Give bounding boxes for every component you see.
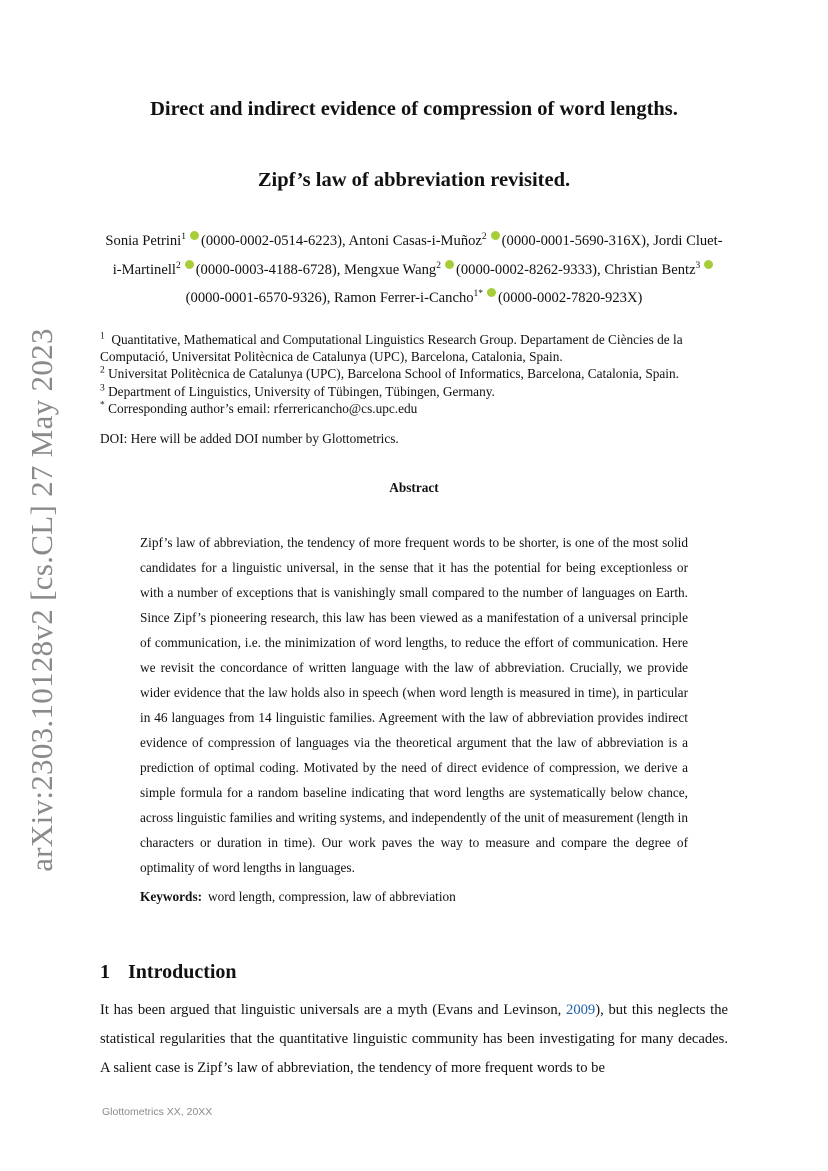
author-name: Antoni Casas-i-Muñoz [348, 233, 482, 249]
author-orcid: (0000-0002-0514-6223) [200, 233, 343, 249]
author-name: Jordi Cluet-i-Martinell [112, 233, 723, 278]
author-affiliation-mark: 2 [481, 232, 487, 243]
author [334, 290, 642, 306]
abstract-body: Zipf’s law of abbreviation, the tendency of more frequent words to be shorter, is one of the most solid candidates for a linguistic universal, in the sense that it has the potential for being exceptionless or with a number of exceptions that is vanishingly small compared to the number of languages on Earth. Since Zipf’s pioneering research, this law has been viewed as a manifestation of a universal principle of communication, i.e. the minimization of word lengths, to reduce the effort of communication. Here we revisit the concordance of written language with the law of abbreviation. Crucially, we provide wider evidence that the law holds also in speech (when word length is measured in time), in particular in 46 languages from 14 linguistic families. Agreement with the law of abbreviation provides indirect evidence of compression of languages via the theoretical argument that the law of abbreviation is a prediction of optimal coding. Motivated by the need of direct evidence of compression, we derive a simple formula for a random baseline indicating that word lengths are systematically below chance, across linguistic families and writing systems, and independently of the unit of measurement (length in characters or duration in time). Our work paves the way to measure and compare the degree of optimality of word lengths in languages. [140, 535, 688, 875]
author-separator: , [336, 261, 345, 278]
section-number: 1 [100, 961, 110, 983]
author-separator: , [326, 290, 335, 306]
author [344, 262, 604, 278]
author-orcid: (0000-0001-6570-9326) [185, 290, 327, 306]
orcid-icon[interactable] [487, 288, 496, 297]
author-name: Christian Bentz [604, 261, 696, 278]
journal-footer: Glottometrics XX, 20XX [102, 1106, 213, 1118]
author-affiliation-mark: 2 [436, 260, 441, 271]
orcid-icon[interactable] [185, 260, 194, 269]
intro-paragraph [100, 996, 728, 1083]
intro-text-start: It has been argued that linguistic universals are a myth (Evans and Levinson, [100, 1002, 567, 1018]
author-affiliation-mark: 1 [181, 232, 186, 243]
author-affiliation-mark: 1* [473, 289, 484, 300]
author-orcid: (0000-0002-7820-923X) [498, 290, 643, 306]
orcid-icon[interactable] [491, 231, 500, 240]
title-line-2: Zipf’s law of abbreviation revisited. [257, 169, 571, 191]
author-separator: , [342, 233, 349, 249]
affiliation-text: Universitat Politècnica de Catalunya (UPC), Barcelona School of Informatics, Barcelona, Catalonia, Spain. [108, 366, 679, 382]
section-heading [100, 961, 237, 984]
affiliation-mark: 1 [100, 331, 105, 342]
orcid-icon[interactable] [704, 260, 713, 269]
affiliation-text: Department of Linguistics, University of Tübingen, Tübingen, Germany. [108, 383, 495, 399]
affiliation-mark: 3 [100, 383, 105, 394]
title-line-1: Direct and indirect evidence of compression of word lengths. [150, 98, 678, 120]
author-name: Sonia Petrini [105, 233, 182, 249]
author-orcid: (0000-0002-8262-9333) [455, 261, 598, 278]
author-list [102, 227, 726, 313]
affiliation [100, 383, 730, 400]
author-name: Ramon Ferrer-i-Cancho [334, 290, 474, 306]
section-title: Introduction [128, 961, 237, 983]
affiliation-text: Corresponding author’s email: rferrericancho@cs.upc.edu [108, 400, 418, 416]
affiliation-mark: 2 [100, 365, 105, 376]
affiliation-mark: * [100, 400, 105, 411]
intro-text-end: ), but this neglects the statistical regularities that the quantitative linguistic community has been investigating for many decades. A salient case is Zipf’s law of abbreviation, the tendency of more frequent words to be [100, 1002, 729, 1076]
orcid-icon[interactable] [190, 231, 199, 240]
orcid-icon[interactable] [445, 260, 454, 269]
affiliation-text: Quantitative, Mathematical and Computational Linguistics Research Group. Departament de Ciències de la Computació, Universitat Politècnica de Catalunya (UPC), Barcelona, Catalonia, Spain. [100, 332, 683, 365]
author-affiliation-mark: 2 [175, 260, 181, 271]
author [349, 233, 654, 249]
author-separator: , [597, 261, 605, 278]
affiliation [100, 365, 730, 382]
keywords-line [140, 889, 456, 905]
keywords-label: Keywords: [140, 889, 203, 904]
affiliation [100, 331, 730, 365]
arxiv-identifier: arXiv:2303.10128v2 [cs.CL] 27 May 2023 [24, 328, 59, 872]
citation-link[interactable]: 2009 [566, 1002, 596, 1018]
keywords-text: word length, compression, law of abbreviation [208, 889, 456, 904]
abstract-heading: Abstract [389, 480, 439, 495]
author [105, 233, 348, 249]
author-affiliation-mark: 3 [695, 260, 701, 271]
affiliation-list [100, 331, 730, 417]
author-orcid: (0000-0003-4188-6728) [195, 261, 337, 278]
author-orcid: (0000-0001-5690-316X) [501, 233, 646, 249]
affiliation [100, 400, 730, 417]
author-separator: , [645, 233, 654, 249]
doi-note: DOI: Here will be added DOI number by Glottometrics. [100, 431, 399, 446]
author-name: Mengxue Wang [344, 261, 437, 278]
